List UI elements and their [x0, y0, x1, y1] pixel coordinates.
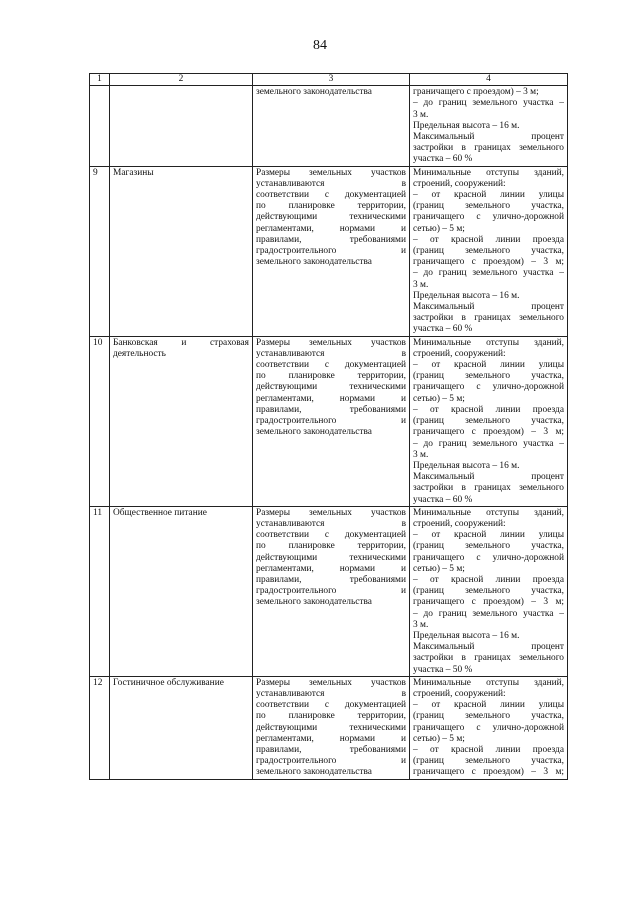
plot-sizes-line: устанавливаются в	[256, 518, 406, 529]
build-parameters-line: граничащего с проездом) – 3 м;	[413, 597, 564, 608]
continuation-params-cell	[410, 86, 568, 166]
build-parameters-line: сетью) – 5 м;	[413, 733, 465, 744]
plot-sizes-line: правилами, требованиями	[256, 744, 406, 755]
build-parameters-line: участка – 60 %	[413, 494, 473, 505]
column-number-4: 4	[410, 74, 568, 86]
plot-sizes-line: регламентами, нормами и	[256, 563, 406, 574]
row-number: 12	[90, 676, 110, 779]
land-use-name-cell	[110, 506, 253, 676]
build-parameters-line: (границ земельного участка,	[413, 756, 564, 767]
build-parameters-line: Минимальные отступы зданий,	[413, 507, 564, 518]
build-parameters-line: строений, сооружений:	[413, 518, 506, 529]
plot-sizes-line: Размеры земельных участков	[256, 507, 406, 518]
build-parameters-line: – от красной линии улицы	[413, 360, 564, 371]
build-parameters-line: застройки в границах земельного	[413, 483, 564, 494]
build-parameters-line: (границ земельного участка,	[413, 371, 564, 382]
plot-sizes-line: земельного законодательства	[256, 257, 372, 268]
build-parameters-line: – от красной линии проезда	[413, 404, 564, 415]
build-parameters-line: Максимальный процент	[413, 472, 564, 483]
build-parameters-line: 3 м.	[413, 619, 429, 630]
build-parameters-cell	[410, 506, 568, 676]
land-use-name-line: деятельность	[113, 348, 166, 359]
build-parameters-line: сетью) – 5 м;	[413, 223, 465, 234]
build-parameters-line: Минимальные отступы зданий,	[413, 167, 564, 178]
build-parameters-line: – от красной линии проезда	[413, 234, 564, 245]
land-use-name-line: Магазины	[113, 167, 154, 178]
plot-sizes-line: соответствии с документацией	[256, 530, 406, 541]
plot-sizes-line: Размеры земельных участков	[256, 167, 406, 178]
plot-sizes-line: градостроительного и	[256, 586, 406, 597]
table-row	[90, 506, 568, 676]
build-parameters-line: – до границ земельного участка –	[413, 608, 564, 619]
page-number: 84	[313, 38, 327, 53]
build-parameters-line: Максимальный процент	[413, 302, 564, 313]
row-number: 9	[90, 166, 110, 336]
plot-sizes-cell	[253, 336, 410, 506]
plot-sizes-line: соответствии с документацией	[256, 360, 406, 371]
land-use-name-cell	[110, 336, 253, 506]
plot-sizes-line: действующими техническими	[256, 212, 406, 223]
build-parameters-line: – до границ земельного участка –	[413, 438, 564, 449]
build-parameters-line: Минимальные отступы зданий,	[413, 677, 564, 688]
plot-sizes-line: земельного законодательства	[256, 597, 372, 608]
build-parameters-line: 3 м.	[413, 449, 429, 460]
plot-sizes-line: действующими техническими	[256, 382, 406, 393]
table-row	[90, 336, 568, 506]
continuation-params-line: Максимальный процент	[413, 132, 564, 143]
plot-sizes-line: по планировке территории,	[256, 711, 406, 722]
continuation-row	[90, 86, 568, 166]
build-parameters-line: (границ земельного участка,	[413, 246, 564, 257]
continuation-number-cell	[90, 86, 110, 166]
build-parameters-line: Минимальные отступы зданий,	[413, 337, 564, 348]
build-parameters-line: Максимальный процент	[413, 642, 564, 653]
build-parameters-line: участка – 60 %	[413, 324, 473, 335]
plot-sizes-line: соответствии с документацией	[256, 190, 406, 201]
continuation-sizes-line: земельного законодательства	[256, 87, 372, 98]
column-number-2: 2	[110, 74, 253, 86]
plot-sizes-line: устанавливаются в	[256, 688, 406, 699]
plot-sizes-line: градостроительного и	[256, 416, 406, 427]
build-parameters-line: граничащего с проездом) – 3 м;	[413, 767, 564, 778]
build-parameters-line: (границ земельного участка,	[413, 201, 564, 212]
plot-sizes-line: действующими техническими	[256, 552, 406, 563]
plot-sizes-line: правилами, требованиями	[256, 234, 406, 245]
build-parameters-line: граничащего с улично-дорожной	[413, 552, 564, 563]
land-use-name-cell	[110, 676, 253, 779]
build-parameters-line: строений, сооружений:	[413, 348, 506, 359]
plot-sizes-line: земельного законодательства	[256, 427, 372, 438]
table-row	[90, 166, 568, 336]
land-use-name-line: Общественное питание	[113, 507, 207, 518]
plot-sizes-line: Размеры земельных участков	[256, 337, 406, 348]
build-parameters-line: граничащего с проездом) – 3 м;	[413, 427, 564, 438]
continuation-params-line: Предельная высота – 16 м.	[413, 120, 520, 131]
build-parameters-line: 3 м.	[413, 279, 429, 290]
plot-sizes-line: регламентами, нормами и	[256, 223, 406, 234]
land-use-name-cell	[110, 166, 253, 336]
build-parameters-line: – от красной линии проезда	[413, 574, 564, 585]
build-parameters-line: (границ земельного участка,	[413, 711, 564, 722]
build-parameters-line: граничащего с улично-дорожной	[413, 212, 564, 223]
plot-sizes-line: по планировке территории,	[256, 201, 406, 212]
build-parameters-line: строений, сооружений:	[413, 178, 506, 189]
build-parameters-line: граничащего с улично-дорожной	[413, 722, 564, 733]
plot-sizes-line: регламентами, нормами и	[256, 393, 406, 404]
build-parameters-line: – от красной линии проезда	[413, 744, 564, 755]
row-number: 10	[90, 336, 110, 506]
build-parameters-line: граничащего с проездом) – 3 м;	[413, 257, 564, 268]
continuation-params-line: – до границ земельного участка –	[413, 98, 564, 109]
column-number-3: 3	[253, 74, 410, 86]
build-parameters-line: Предельная высота – 16 м.	[413, 460, 520, 471]
build-parameters-line: – от красной линии улицы	[413, 190, 564, 201]
plot-sizes-line: градостроительного и	[256, 246, 406, 257]
build-parameters-line: строений, сооружений:	[413, 688, 506, 699]
regulations-table	[89, 73, 568, 780]
plot-sizes-cell	[253, 506, 410, 676]
plot-sizes-line: земельного законодательства	[256, 767, 372, 778]
build-parameters-line: (границ земельного участка,	[413, 586, 564, 597]
build-parameters-line: сетью) – 5 м;	[413, 563, 465, 574]
build-parameters-line: (границ земельного участка,	[413, 541, 564, 552]
build-parameters-line: граничащего с улично-дорожной	[413, 382, 564, 393]
build-parameters-line: – до границ земельного участка –	[413, 268, 564, 279]
plot-sizes-line: устанавливаются в	[256, 348, 406, 359]
row-number: 11	[90, 506, 110, 676]
continuation-params-line: 3 м.	[413, 109, 429, 120]
plot-sizes-line: действующими техническими	[256, 722, 406, 733]
plot-sizes-line: правилами, требованиями	[256, 404, 406, 415]
land-use-name-line: Банковская и страховая	[113, 337, 249, 348]
build-parameters-line: – от красной линии улицы	[413, 530, 564, 541]
continuation-sizes-cell	[253, 86, 410, 166]
plot-sizes-line: соответствии с документацией	[256, 700, 406, 711]
column-number-row	[90, 74, 568, 86]
continuation-name-cell	[110, 86, 253, 166]
build-parameters-cell	[410, 676, 568, 779]
build-parameters-line: сетью) – 5 м;	[413, 393, 465, 404]
plot-sizes-line: регламентами, нормами и	[256, 733, 406, 744]
build-parameters-line: Предельная высота – 16 м.	[413, 290, 520, 301]
column-number-1: 1	[90, 74, 110, 86]
plot-sizes-line: по планировке территории,	[256, 371, 406, 382]
build-parameters-cell	[410, 336, 568, 506]
plot-sizes-line: по планировке территории,	[256, 541, 406, 552]
build-parameters-line: застройки в границах земельного	[413, 653, 564, 664]
plot-sizes-line: Размеры земельных участков	[256, 677, 406, 688]
table-row	[90, 676, 568, 779]
build-parameters-line: (границ земельного участка,	[413, 416, 564, 427]
land-use-name-line: Гостиничное обслуживание	[113, 677, 224, 688]
plot-sizes-cell	[253, 676, 410, 779]
continuation-params-line: застройки в границах земельного	[413, 143, 564, 154]
continuation-params-line: участка – 60 %	[413, 154, 473, 165]
continuation-params-line: граничащего с проездом) – 3 м;	[413, 87, 539, 98]
plot-sizes-cell	[253, 166, 410, 336]
plot-sizes-line: правилами, требованиями	[256, 574, 406, 585]
table-body	[90, 74, 568, 780]
plot-sizes-line: градостроительного и	[256, 756, 406, 767]
build-parameters-line: – от красной линии улицы	[413, 700, 564, 711]
build-parameters-cell	[410, 166, 568, 336]
build-parameters-line: Предельная высота – 16 м.	[413, 630, 520, 641]
build-parameters-line: застройки в границах земельного	[413, 313, 564, 324]
plot-sizes-line: устанавливаются в	[256, 178, 406, 189]
build-parameters-line: участка – 50 %	[413, 664, 473, 675]
